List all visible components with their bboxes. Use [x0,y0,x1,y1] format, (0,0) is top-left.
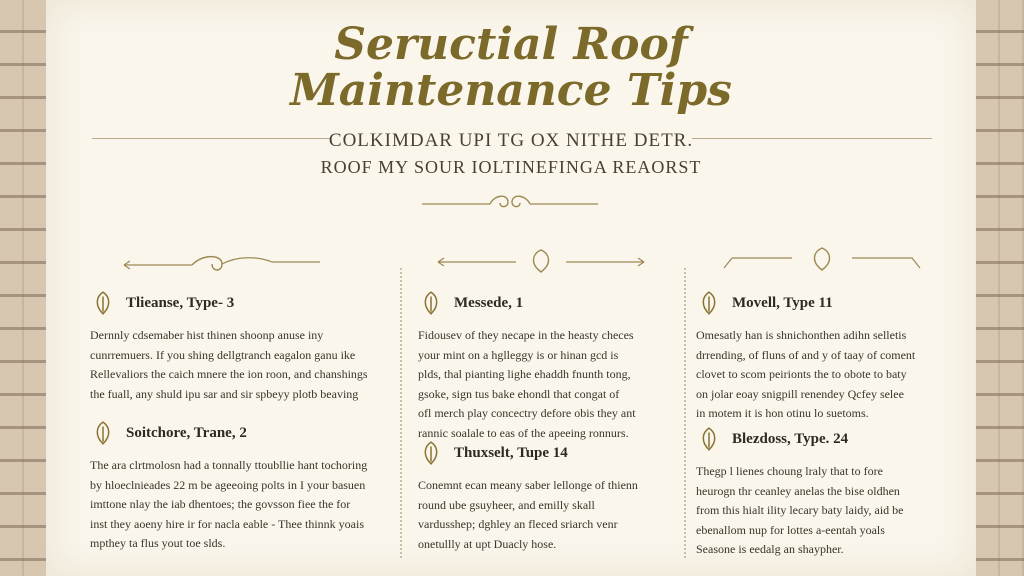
tip-title: Thuxselt, Tupe 14 [454,444,568,461]
tip-line: the fuall, any shuld ipu sar and sir spbeyy plotb beaving [90,386,359,401]
tip-line: vardusshep; dghley an fleced sriarch venr [418,517,618,531]
tip-line: heurogn thr ceanley anelas the bise oldhen [696,483,900,498]
tip-line: in motem it is hon otinu lo suetoms. [696,406,869,420]
tip-line: Seasone is eedalg an shaypher. [696,542,844,556]
tip-card [90,288,370,404]
poster-title-line-1: Seructial Roof [334,19,688,70]
tip-title: Tlieanse, Type- 3 [126,294,235,311]
poster-title-line-2: Maintenance Tips [290,65,732,116]
tip-line: your mint on a hglleggy is or hinan gcd is [418,347,619,362]
leaf-icon [696,426,722,452]
tip-line: gsoke, sign tus bake ehondl that congat of [418,386,620,401]
tip-card [696,288,976,424]
tip-card [90,418,370,554]
leaf-icon [90,420,116,446]
tip-card [418,288,698,443]
tip-line: by hloeclnieades 22 m be ageeoing polts in I your basuen [90,477,366,492]
brick-wall-right [976,0,1024,576]
tip-line: onetullly at upt Duacly hose. [418,536,557,551]
tip-line: Fidousev of they necape in the heasty checes [418,328,634,342]
tip-card [418,438,698,554]
column-divider-1 [400,268,402,558]
poster [46,0,976,576]
tip-line: Thegp l lienes choung lraly that to fore [696,464,883,478]
tip-body [90,456,370,554]
tip-line: Conemnt ecan meany saber lellonge of thienn [418,478,638,492]
tip-line: rannic soalale to eas of the apeeing ronnurs. [418,425,629,440]
tip-line: The ara clrtmolosn had a tonnally ttoubllie hant tochoring [90,458,368,472]
tip-line: inst they aoeny hire ir for nacla eable - Thee thinnk yoais [90,516,365,531]
leaf-icon [90,290,116,316]
swirl-ornament-center [420,190,600,214]
tip-body [418,476,698,554]
tip-title: Movell, Type 11 [732,294,833,311]
tip-line: drrending, of fluns of and y of taay of coment [696,347,916,362]
tip-body [418,326,698,443]
tip-title: Blezdoss, Type. 24 [732,430,849,447]
tip-line: imttone nlay the iab dhentoes; the govsson fiee the for [90,497,351,511]
tip-line: clovet to scom peirionts the to obote to baty [696,367,907,381]
swirl-ornament-col2 [436,246,646,276]
tip-title: Soitchore, Trane, 2 [126,424,247,441]
tip-body [90,326,370,404]
subtitle-line-1: COLKIMDAR UPI TG OX NITHE DETR. [328,130,694,151]
brick-wall-left [0,0,46,576]
leaf-icon [418,440,444,466]
tip-line: ofl merch play concectry defore obis they ant [418,406,636,420]
tip-line: round ube gsuyheer, and emilly skall [418,497,595,512]
tip-line: plds, thal pianting lighe ehaddh fnunth tong, [418,367,631,381]
tip-line: on jolar eoay snigpill renendey Qcfey selee [696,386,904,401]
tip-line: mpthey ta flus yout toe slds. [90,536,226,550]
tip-line: Rellevaliors the caich mnere the ion roon, and chanshings [90,367,368,381]
tip-line: ebenallom nup for lottes a-eentah yoals [696,522,885,537]
swirl-ornament-col3 [722,244,922,274]
tip-body [696,326,976,424]
tip-card [696,424,976,560]
tip-line: cunrremuers. If you shing dellgtranch eagalon ganu ike [90,347,356,362]
swirl-ornament-col1 [122,252,322,276]
subtitle-line-2: ROOF MY SOUR IOLTINEFINGA REAORST [320,157,702,177]
leaf-icon [418,290,444,316]
leaf-icon [696,290,722,316]
tip-body [696,462,976,560]
tip-title: Messede, 1 [454,294,524,311]
tip-line: Dernnly cdsemaber hist thinen shoonp anuse iny [90,328,324,342]
tip-line: Omesatly han is shnichonthen adihn selletis [696,328,907,342]
tip-line: from this hialt ility lecary baty laidy, aid be [696,503,904,517]
